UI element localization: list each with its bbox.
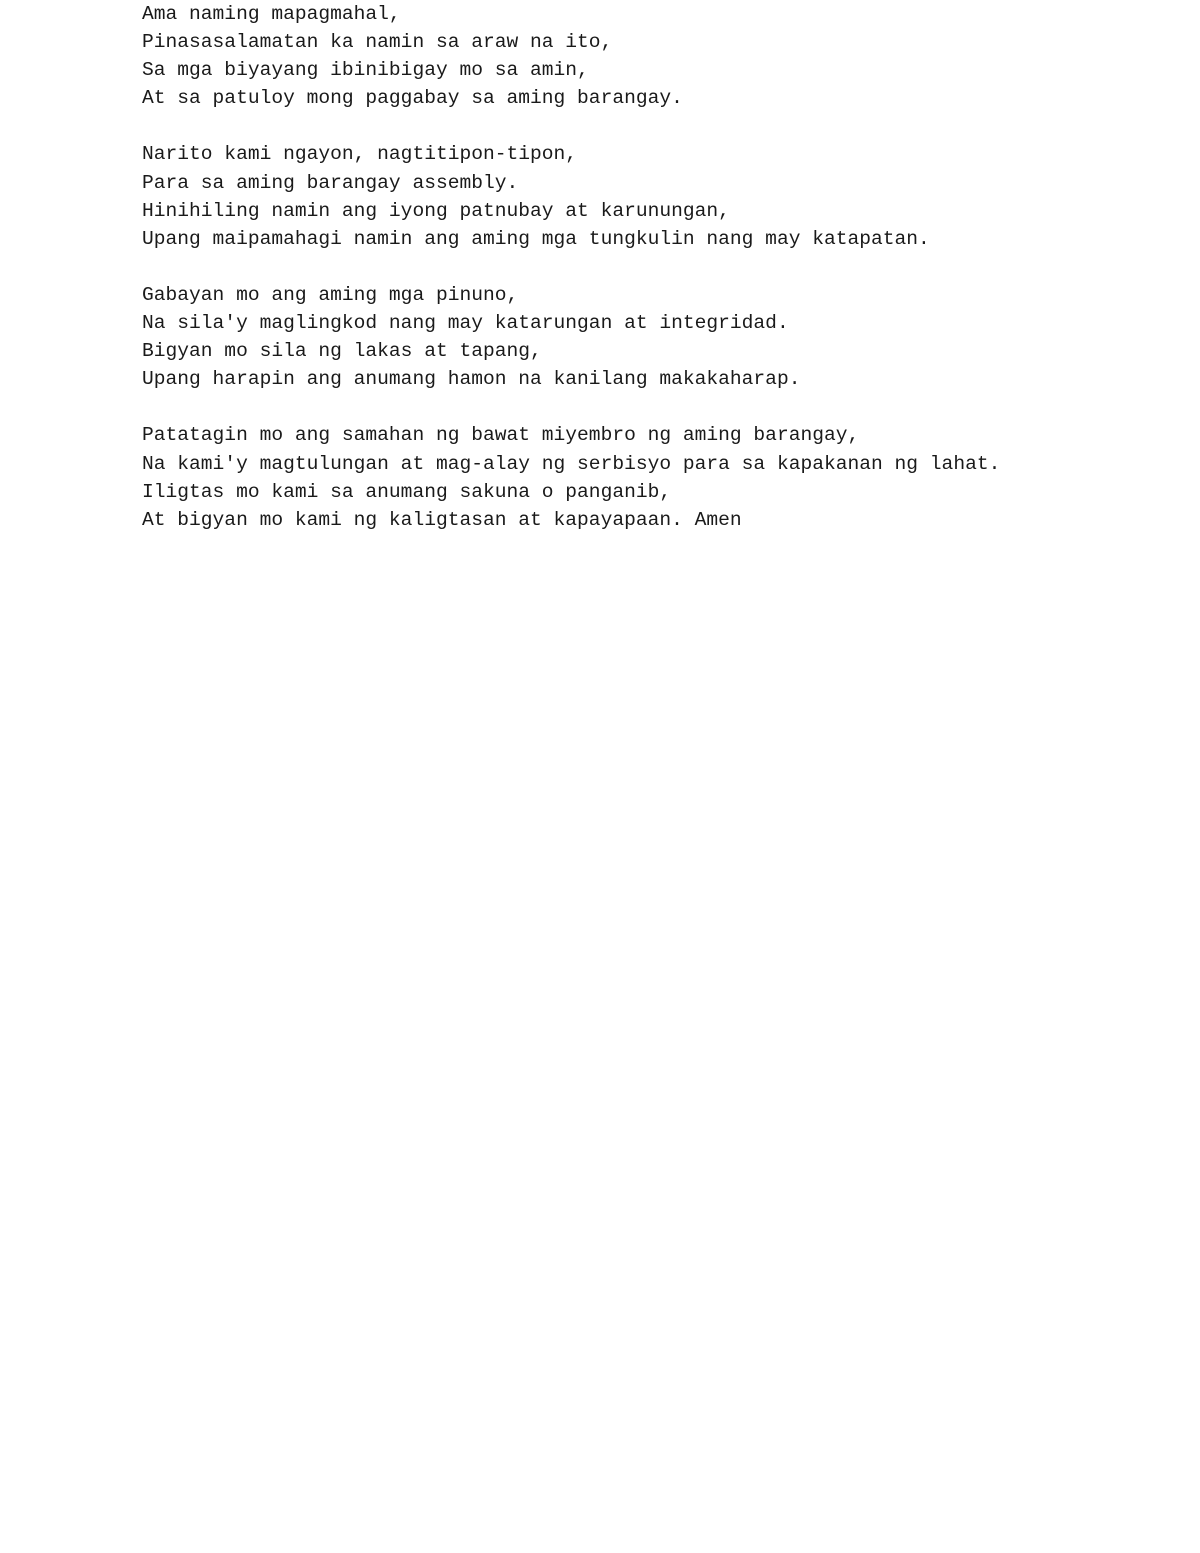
text-line: Gabayan mo ang aming mga pinuno, [142,283,519,306]
text-line: Para sa aming barangay assembly. [142,171,519,194]
text-line: Na sila'y maglingkod nang may katarungan at integridad. [142,312,789,335]
text-line: Iligtas mo kami sa anumang sakuna o panganib, [142,480,672,503]
text-line: Na kami'y magtulungan at mag-alay ng serbisyo para sa kapakanan ng lahat. [142,452,1001,475]
text-line: Upang harapin ang anumang hamon na kanilang makakaharap. [142,368,801,391]
text-line: Patatagin mo ang samahan ng bawat miyembro ng aming barangay, [142,424,860,447]
stanza-4 [142,421,1162,533]
prayer-text [142,0,1162,562]
stanza-1 [142,0,1162,112]
text-line: At bigyan mo kami ng kaligtasan at kapayapaan. Amen [142,508,742,531]
text-line: At sa patuloy mong paggabay sa aming barangay. [142,87,683,110]
stanza-2 [142,140,1162,252]
text-line: Hinihiling namin ang iyong patnubay at karunungan, [142,199,730,222]
text-line: Narito kami ngayon, nagtitipon-tipon, [142,143,578,166]
text-line: Ama naming mapagmahal, [142,3,401,25]
text-line: Upang maipamahagi namin ang aming mga tungkulin nang may katapatan. [142,227,930,250]
text-line: Bigyan mo sila ng lakas at tapang, [142,340,542,363]
stanza-3 [142,281,1162,393]
text-line: Sa mga biyayang ibinibigay mo sa amin, [142,59,589,82]
text-line: Pinasasalamatan ka namin sa araw na ito, [142,31,613,54]
